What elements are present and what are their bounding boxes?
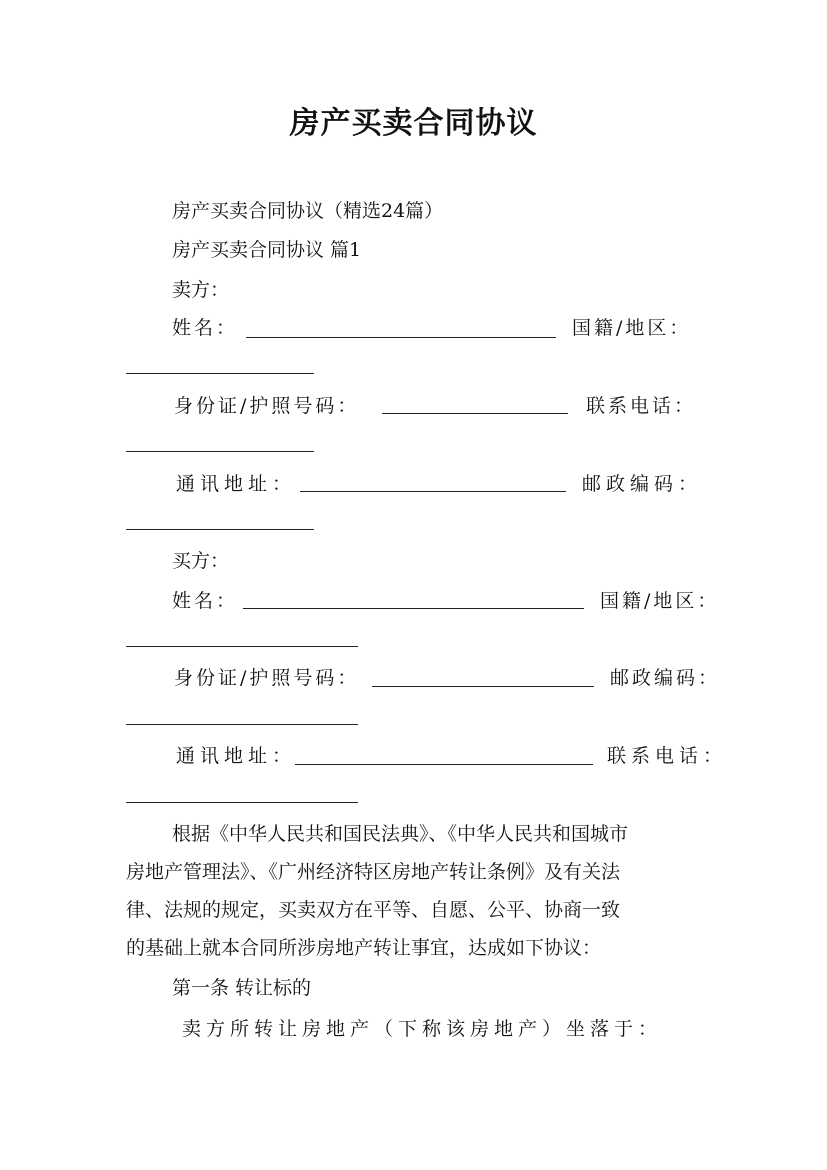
seller-address-label: 通讯地址： [176, 473, 297, 495]
buyer-address-field[interactable] [295, 764, 593, 765]
seller-heading: 卖方： [172, 279, 230, 301]
seller-nationality-label: 国籍/地区： [572, 317, 692, 339]
buyer-address-label: 通讯地址： [176, 745, 297, 767]
buyer-phone-field[interactable] [126, 802, 358, 803]
seller-nationality-field[interactable] [126, 373, 314, 374]
seller-postcode-label: 邮政编码： [582, 473, 703, 495]
seller-phone-label: 联系电话： [586, 395, 697, 417]
document-title: 房产买卖合同协议 [289, 106, 538, 141]
preamble-line-3: 律、法规的规定，买卖双方在平等、自愿、公平、协商一致 [126, 899, 621, 921]
article-1-heading: 第一条 转让标的 [172, 977, 312, 999]
buyer-phone-label: 联系电话： [607, 745, 728, 767]
article-1-text: 卖方所转让房地产（下称该房地产）坐落于： [182, 1018, 663, 1040]
seller-name-field[interactable] [246, 337, 556, 338]
preamble-line-4: 的基础上就本合同所涉房地产转让事宜，达成如下协议： [126, 937, 602, 959]
seller-name-label: 姓名： [172, 317, 239, 339]
buyer-nationality-field[interactable] [126, 646, 358, 647]
buyer-postcode-field[interactable] [126, 724, 358, 725]
section-heading: 房产买卖合同协议 篇1 [172, 239, 362, 261]
seller-id-field[interactable] [382, 413, 568, 414]
buyer-name-field[interactable] [243, 608, 584, 609]
buyer-id-field[interactable] [372, 686, 594, 687]
seller-postcode-field[interactable] [126, 529, 314, 530]
preamble-line-2: 房地产管理法》、《广州经济特区房地产转让条例》及有关法 [126, 861, 621, 883]
buyer-postcode-label: 邮政编码： [610, 667, 721, 689]
buyer-id-label: 身份证/护照号码： [174, 667, 360, 689]
seller-address-field[interactable] [300, 491, 566, 492]
buyer-nationality-label: 国籍/地区： [600, 590, 720, 612]
seller-id-label: 身份证/护照号码： [174, 395, 360, 417]
seller-phone-field[interactable] [126, 451, 314, 452]
preamble-line-1: 根据《中华人民共和国民法典》、《中华人民共和国城市 [172, 823, 629, 845]
document-subtitle: 房产买卖合同协议（精选24篇） [172, 200, 444, 222]
buyer-heading: 买方： [172, 550, 230, 572]
buyer-name-label: 姓名： [172, 590, 239, 612]
